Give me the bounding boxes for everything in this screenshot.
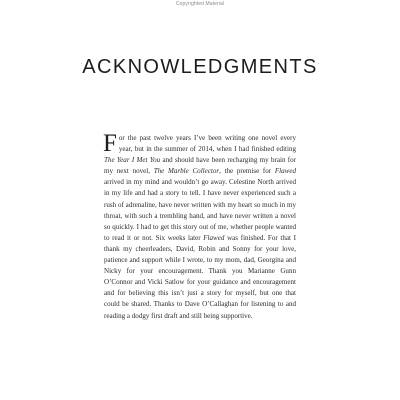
acknowledgments-paragraph bbox=[103, 130, 297, 322]
book-title-italic: The Marble Collector bbox=[153, 167, 220, 176]
title-ornament-left: · bbox=[80, 61, 83, 68]
text-run: or the past twelve years I’ve been writing one novel every year, but in the summer of 2014, when I had finished editing bbox=[118, 134, 296, 154]
title-ornament-right: · bbox=[317, 61, 320, 68]
paragraph-content bbox=[103, 130, 297, 320]
text-run: and should have been recharging my brain for my next novel, bbox=[104, 156, 297, 176]
text-run: arrived in my mind and wouldn’t go away. Celestine North arrived in my life and had a story to tell. I have never experienced such a rush of adrenaline, have never written with my heart so much in my throat, with such a trembling hand, and have never written a novel so quickly. I had to get this story out of me, whether people wanted to read it or not. Six weeks later bbox=[104, 178, 296, 242]
page-title bbox=[0, 56, 400, 79]
page-title-text: ACKNOWLEDGMENTS bbox=[82, 56, 318, 78]
book-title-italic: The Year I Met You bbox=[104, 156, 161, 165]
text-run: was finished. For that I thank my cheerleaders, David, Robin and Sonny for your love, patience and support while I wrote, to my mom, dad, Georgina and Nicky for your encouragement. Thank you Marianne Gunn O’Connor and Vicki Satlow for your guidance and encouragement and for believing this isn’t just a story for myself, but one that could be shared. Thanks to Dave O’Callaghan for listening to and reading a dodgy first draft and still being supportive. bbox=[104, 233, 296, 320]
text-run: , the premise for bbox=[219, 167, 275, 176]
copyright-notice: Copyrighted Material bbox=[175, 1, 225, 7]
book-title-italic: Flawed bbox=[203, 233, 225, 242]
book-title-italic: Flawed bbox=[274, 167, 296, 176]
drop-cap: F bbox=[103, 130, 117, 157]
acknowledgments-body bbox=[103, 130, 297, 322]
